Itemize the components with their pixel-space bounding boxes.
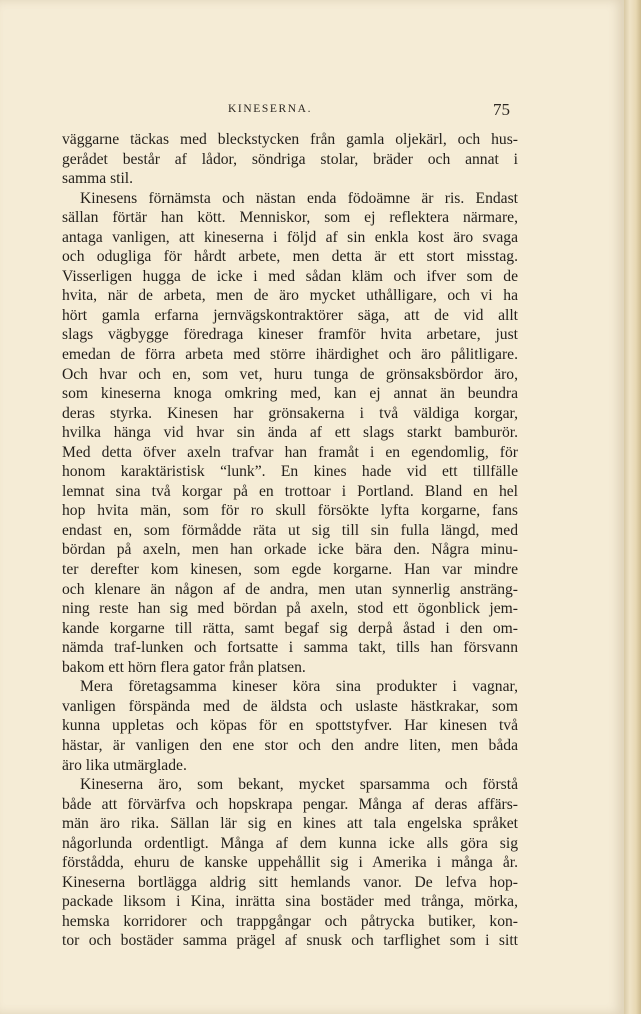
- text-line: äro lika utmärglade.: [62, 756, 187, 774]
- text-line: slags vägbygge föredraga kineser framför hvita arbetare, just: [62, 326, 518, 344]
- text-line: tor och bostäder samma prägel af snusk och tarflighet som i sitt: [62, 932, 518, 950]
- text-line: och odugliga för hårdt arbete, men detta är ett stort misstag.: [62, 248, 518, 266]
- text-line: Kineserna bortlägga aldrig sitt hemlands vanor. De lefva hop-: [62, 873, 518, 891]
- text-line: gerådet består af lådor, söndriga stolar, bräder och annat i: [62, 150, 518, 168]
- text-line: Kinesens förnämsta och nästan enda födoämne är ris. Endast: [80, 189, 518, 207]
- text-line: bördan på axeln, men han orkade icke bära den. Några minu-: [62, 541, 518, 559]
- text-line: samma stil.: [62, 170, 134, 188]
- text-line: honom karaktäristisk “lunk”. En kines hade vid ett tillfälle: [62, 463, 518, 481]
- text-line: sällan förtär han kött. Menniskor, som ej reflektera närmare,: [62, 209, 518, 227]
- text-line: som kineserna knoga omkring med, kan ej annat än beundra: [62, 385, 518, 403]
- text-line: packade liksom i Kina, inrätta sina bostäder med trånga, mörka,: [62, 893, 518, 911]
- text-line: vanligen förspända med de äldsta och uslaste hästkrakar, som: [62, 697, 518, 715]
- text-line: nämda traf-lunken och fortsatte i samma takt, tills han försvann: [62, 639, 518, 657]
- text-line: hop hvita män, som för ro skull försökte lyfta korgarne, fans: [62, 502, 518, 520]
- text-line: antaga vanligen, att kineserna i följd af sin enkla kost äro svaga: [62, 228, 518, 246]
- text-line: lemnat sina två korgar på en trottoar i Portland. Bland en hel: [62, 482, 518, 500]
- page-number: 75: [493, 100, 510, 119]
- text-line: Med detta öfver axeln trafvar han framåt i en egendomlig, för: [62, 443, 518, 461]
- text-line: deras styrka. Kinesen har grönsakerna i två väldiga korgar,: [62, 404, 518, 422]
- text-line: väggarne täckas med bleckstycken från gamla oljekärl, och hus-: [62, 131, 518, 148]
- text-line: hört gamla erfarna jernvägskontraktörer säga, att de vid allt: [62, 306, 518, 324]
- text-line: män äro rika. Sällan lär sig en kines att tala engelska språket: [62, 815, 518, 833]
- running-title: KINESERNA.: [228, 103, 313, 115]
- text-line: ning reste han sig med bördan på axeln, stod ett ögonblick jem-: [62, 600, 518, 618]
- text-line: kunna uppletas och köpas för en spottstyfver. Har kinesen två: [62, 717, 518, 735]
- body-text: [62, 130, 518, 951]
- text-line: hvilka hänga vid hvar sin ända af ett slags starkt bamburör.: [62, 424, 518, 442]
- running-head: [0, 100, 624, 121]
- text-line: Och hvar och en, som vet, huru tunga de grönsaksbördor äro,: [62, 365, 518, 383]
- text-line: någorlunda ordentligt. Många af dem kunna icke alls göra sig: [62, 834, 518, 852]
- text-line: Visserligen hugga de icke i med sådan kläm och ifver som de: [62, 267, 518, 285]
- text-line: bakom ett hörn flera gator från platsen.: [62, 658, 306, 676]
- text-line: förstådda, ehuru de kanske uppehållit sig i Amerika i många år.: [62, 854, 518, 872]
- text-line: kande korgarne till rätta, samt begaf sig derpå åstad i den om-: [62, 619, 518, 637]
- text-line: hvita, när de arbeta, men de äro mycket uthålligare, och vi ha: [62, 287, 518, 305]
- text-line: ter derefter kom kinesen, som egde korgarne. Han var mindre: [62, 561, 518, 579]
- text-line: emedan de förra arbeta med större ihärdighet och äro pålitligare.: [62, 346, 518, 364]
- page-edge: [624, 0, 641, 1014]
- text-line: hästar, är vanligen den ene stor och den andre liten, men båda: [62, 736, 518, 754]
- text-line: endast en, som förmådde räta ut sig till sin fulla längd, med: [62, 521, 518, 539]
- text-line: Kineserna äro, som bekant, mycket sparsamma och förstå: [80, 776, 518, 794]
- text-line: både att förvärfva och hopskrapa pengar. Många af deras affärs-: [62, 795, 518, 813]
- text-line: och klenare än någon af de andra, men utan synnerlig ansträng-: [62, 580, 518, 598]
- text-line: hemska korridorer och trappgångar och påtrycka butiker, kon-: [62, 912, 518, 930]
- text-line: Mera företagsamma kineser köra sina produkter i vagnar,: [80, 678, 518, 696]
